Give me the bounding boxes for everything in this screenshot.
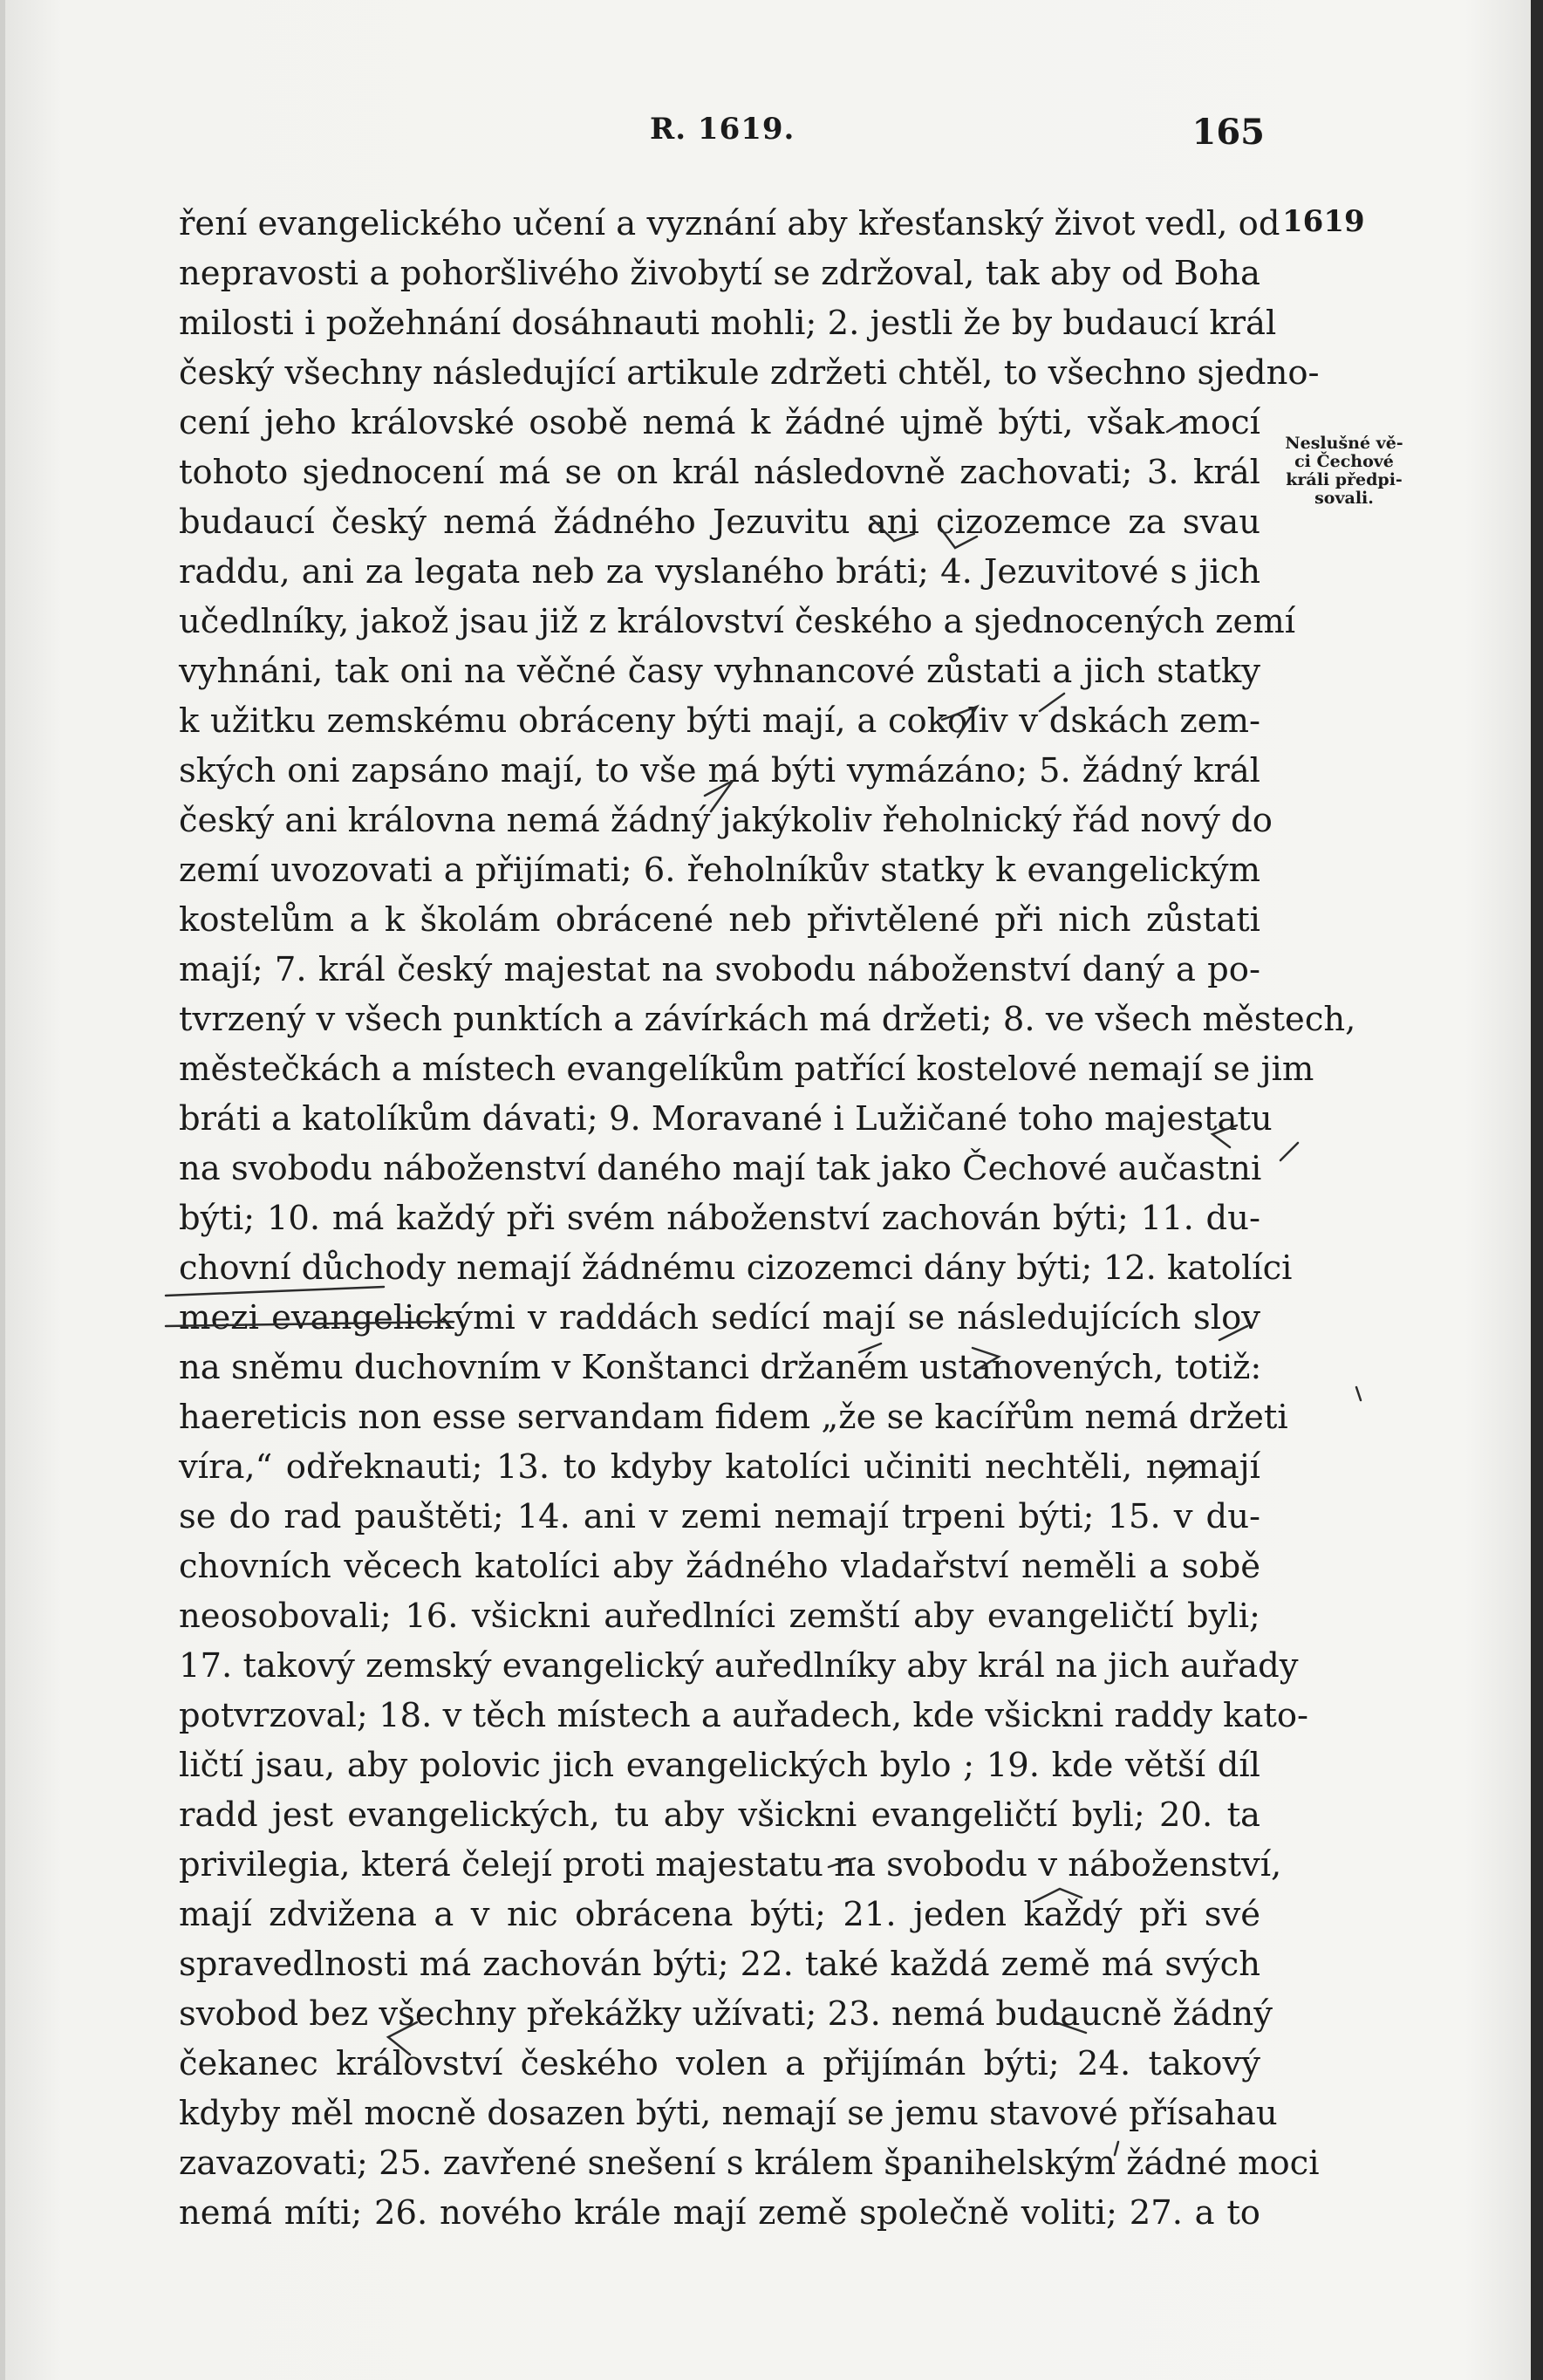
pen-mark	[1167, 421, 1185, 432]
text-line: mají; 7. král český majestat na svobodu náboženství daný a po-	[179, 950, 1260, 989]
margin-year: 1619	[1282, 204, 1365, 239]
text-line: ření evangelického učení a vyznání aby křesťanský život vedl, od	[179, 204, 1280, 243]
text-line: radd jest evangelických, tu aby všickni evangeličtí byli; 20. ta	[179, 1795, 1260, 1835]
text-line: býti; 10. má každý při svém náboženství zachován býti; 11. du-	[179, 1199, 1260, 1238]
pen-mark	[388, 2022, 417, 2055]
text-line: zemí uvozovati a přijímati; 6. řeholníkův statky k evangelickým	[179, 851, 1260, 890]
text-line: raddu, ani za legata neb za vyslaného bráti; 4. Jezuvitové s jich	[179, 552, 1260, 592]
text-line: nepravosti a pohoršlivého živobytí se zdržoval, tak aby od Boha	[179, 254, 1260, 293]
text-line: 17. takový zemský evangelický auředlníky aby král na jich auřady	[179, 1646, 1299, 1686]
text-line: cení jeho královské osobě nemá k žádné ujmě býti, však mocí	[179, 403, 1260, 442]
text-line: český všechny následující artikule zdržeti chtěl, to všechno sjedno-	[179, 353, 1320, 393]
text-line: milosti i požehnání dosáhnauti mohli; 2. jestli že by budaucí král	[179, 304, 1277, 343]
side-note-line: Neslušné vě-	[1285, 434, 1403, 453]
text-line: mezi evangelickými v raddách sedící mají se následujících slov	[179, 1298, 1260, 1337]
side-note-line: ci Čechové	[1294, 452, 1394, 471]
pen-mark	[166, 1322, 454, 1326]
text-line: spravedlnosti má zachován býti; 22. také každá země má svých	[179, 1945, 1260, 1984]
text-line: zavazovati; 25. zavřené snešení s králem španihelským žádné moci	[179, 2144, 1320, 2183]
pen-mark	[1034, 1889, 1082, 1902]
text-line: na sněmu duchovním v Konštanci držaném ustanovených, totiž:	[179, 1348, 1262, 1387]
text-line: potvrzoval; 18. v těch místech a auřadech, kde všickni raddy kato-	[179, 1696, 1309, 1735]
text-line: na svobodu náboženství daného mají tak jako Čechové aučastni	[179, 1149, 1262, 1188]
text-line: čekanec království českého volen a přijímán býti; 24. takový	[179, 2044, 1260, 2083]
pen-mark	[829, 1858, 855, 1867]
pen-mark	[1356, 1387, 1361, 1400]
text-line: ličtí jsau, aby polovic jich evangelických bylo ; 19. kde větší díl	[179, 1746, 1260, 1785]
text-line: nemá míti; 26. nového krále mají země společně voliti; 27. a to	[179, 2193, 1260, 2233]
text-line: tohoto sjednocení má se on král následovně zachovati; 3. král	[179, 453, 1260, 492]
pen-mark	[1173, 1466, 1191, 1483]
text-line: vyhnáni, tak oni na věčné časy vyhnancové zůstati a jich statky	[179, 652, 1260, 691]
pen-mark	[859, 1344, 881, 1352]
text-line: svobod bez všechny překážky užívati; 23. nemá budaucně žádný	[179, 1994, 1273, 2034]
text-line: neosobovali; 16. všickni auředlníci zemští aby evangeličtí byli;	[179, 1597, 1260, 1636]
text-line: učedlníky, jakož jsau již z království českého a sjednocených zemí	[179, 602, 1296, 641]
text-line: chovní důchody nemají žádnému cizozemci dány býti; 12. katolíci	[179, 1248, 1293, 1288]
text-line: kostelům a k školám obrácené neb přivtělené při nich zůstati	[179, 900, 1260, 940]
text-line: český ani královna nemá žádný jakýkoliv řeholnický řád nový do	[179, 801, 1273, 840]
text-line: k užitku zemskému obráceny býti mají, a cokoliv v dskách zem-	[179, 701, 1260, 741]
text-line: městečkách a místech evangelíkům patřící kostelové nemají se jim	[179, 1050, 1314, 1089]
text-line: tvrzený v všech punktích a závírkách má držeti; 8. ve všech městech,	[179, 1000, 1356, 1039]
text-line: se do rad pauštěti; 14. ani v zemi nemají trpeni býti; 15. v du-	[179, 1497, 1260, 1536]
side-note-line: králi předpi-	[1286, 470, 1403, 489]
text-line: chovních věcech katolíci aby žádného vladařství neměli a sobě	[179, 1547, 1260, 1586]
pen-mark	[1280, 1143, 1298, 1160]
pen-mark	[166, 1287, 384, 1296]
text-line: bráti a katolíkům dávati; 9. Moravané i Lužičané toho majestatu	[179, 1099, 1273, 1139]
text-line: kdyby měl mocně dosazen býti, nemají se jemu stavové přísahau	[179, 2094, 1278, 2133]
pen-mark	[1040, 694, 1064, 711]
page-number: 165	[1191, 112, 1265, 153]
pen-mark	[973, 1348, 999, 1370]
side-note-line: sovali.	[1314, 489, 1374, 508]
pen-mark	[942, 707, 977, 737]
running-head: R. 1619.	[650, 112, 795, 147]
pen-mark	[1219, 1326, 1247, 1340]
pen-mark	[1115, 2142, 1118, 2155]
text-line: mají zdvižena a v nic obrácena býti; 21. jeden každý při své	[179, 1895, 1260, 1934]
text-line: budaucí český nemá žádného Jezuvitu ani cizozemce za svau	[179, 503, 1260, 542]
pen-mark	[1055, 2022, 1086, 2033]
pen-mark	[940, 528, 977, 548]
text-line: víra,“ odřeknauti; 13. to kdyby katolíci učiniti nechtěli, nemají	[179, 1447, 1260, 1487]
pen-mark	[705, 781, 733, 811]
text-line: ských oni zapsáno mají, to vše má býti vymázáno; 5. žádný král	[179, 751, 1260, 790]
text-line: haereticis non esse servandam fidem „že se kacířům nemá držeti	[179, 1398, 1288, 1437]
text-line: privilegia, která čelejí proti majestatu na svobodu v náboženství,	[179, 1845, 1282, 1884]
pen-mark	[872, 519, 914, 541]
pen-mark	[1212, 1125, 1237, 1147]
